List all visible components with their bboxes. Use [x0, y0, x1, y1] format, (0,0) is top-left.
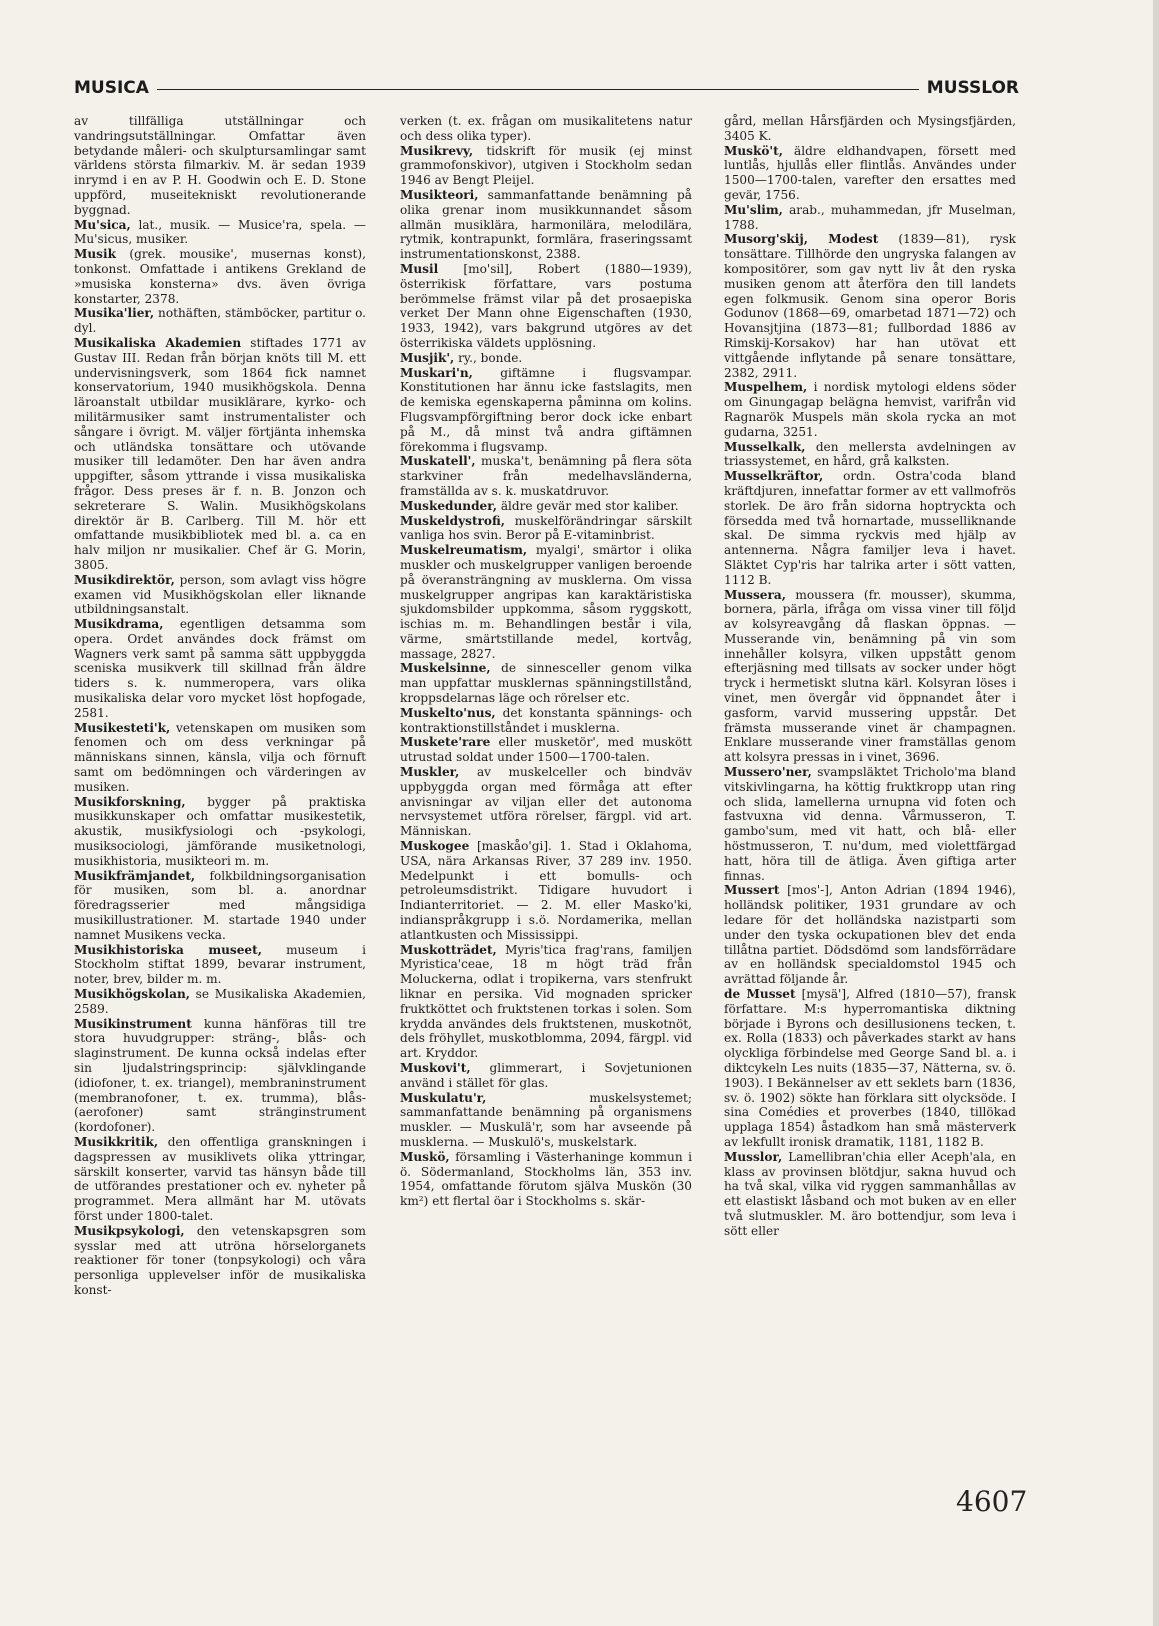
entry-headword: Muskatell', [400, 454, 476, 469]
entry-text: moussera (fr. mousser), skumma, bornera, pärla, ifråga om vissa viner till följd av kolsyreavgång då flaskan öppnas. — Musserande vin, benämning på vin som innehåller kolsyra, vilken uppstått genom efterjäsning med tillsats av socker under högt tryck i hermetiskt slutna kärl. Kolsyran löses i vinet, men övergår vid öppnandet åter i gasform, varvid mussering uppstår. Det främsta musserande vinet är champagnen. Enklare musserande viner framställas genom att kolsyra pressas in i vinet, 3696. [724, 587, 1016, 765]
entry-headword: Musikteori, [400, 187, 479, 202]
dictionary-entry [74, 306, 366, 336]
dictionary-entry [74, 617, 366, 721]
dictionary-entry [400, 262, 692, 351]
entry-headword: Musikpsykologi, [74, 1223, 185, 1238]
entry-text: den mellersta avdelningen av triassystemet, en hård, grå kalksten. [724, 439, 1016, 469]
entry-headword: Muskedunder, [400, 498, 497, 513]
entry-text: se Musikaliska Akademien, 2589. [74, 987, 366, 1016]
page-number: 4607 [956, 1485, 1028, 1518]
entry-headword: Musikhistoriska museet, [74, 942, 262, 957]
entry-headword: Musik [74, 247, 116, 262]
entry-headword: de Musset [724, 987, 796, 1002]
dictionary-entry [724, 144, 1016, 203]
entry-text: lat., musik. — Musice'ra, spela. — Mu'sicus, musiker. [74, 217, 366, 247]
entry-text: av tillfälliga utställningar och vandringsutställningar. Omfattar även betydande måleri- och skulptursamlingar samt världens största filmarkiv. M. är sedan 1939 inrymd i en av P. H. Goodwin och E. D. Stone uppförd, museitekniskt revolutionerande byggnad. [74, 114, 366, 217]
column-1 [74, 114, 366, 1298]
dictionary-entry [400, 1091, 692, 1150]
entry-text: vetenskapen om musiken som fenomen och om dess verkningar på människans sinnen, känsla, vilja och förnuft samt om bedömningen och värderingen av musiken. [74, 720, 366, 794]
entry-text: kunna hänföras till tre stora huvudgrupper: sträng-, blås- och slaginstrument. De kunna också indelas efter sin ljudalstringsprincip: självklingande (idiofoner, t. ex. triangel), membraninstrument (membranofoner, t. ex. trumma), blås- (aerofoner) samt stränginstrument (kordofoner). [74, 1016, 366, 1135]
entry-headword: Mu'slim, [724, 202, 783, 217]
entry-text: eller musketör', med muskött utrustad soldat under 1500—1700-talen. [400, 735, 692, 765]
column-2 [400, 114, 692, 1209]
entry-text: äldre eldhandvapen, försett med luntlås, hjullås eller flintlås. Användes under 1500—1700-talen, varefter den ersattes med gevär, 1756. [724, 143, 1016, 202]
entry-headword: Muskari'n, [400, 365, 473, 380]
entry-headword: Mussero'ner, [724, 765, 812, 780]
entry-text: muska't, benämning på flera söta starkviner från medelhavsländerna, framställda av s. k. muskatdruvor. [400, 454, 692, 498]
dictionary-entry [400, 1061, 692, 1091]
entry-headword: Musikinstrument [74, 1016, 192, 1031]
entry-headword: Musorg'skij, Modest [724, 232, 879, 247]
dictionary-entry [724, 232, 1016, 380]
entry-text: (grek. mousike', musernas konst), tonkonst. Omfattade i antikens Grekland de »musiska konsterna» dvs. även övriga konstarter, 2378. [74, 247, 366, 306]
header-left-word: MUSICA [74, 78, 149, 98]
entry-text: folkbildningsorganisation för musiken, som bl. a. anordnar föredragsserier med mångsidiga musikillustrationer. M. startade 1940 under namnet Musikens vecka. [74, 868, 366, 942]
entry-headword: Musselkalk, [724, 439, 806, 454]
entry-text: verken (t. ex. frågan om musikalitetens natur och dess olika typer). [400, 114, 692, 143]
dictionary-entry [400, 661, 692, 705]
entry-text: tidskrift för musik (ej minst grammofonskivor), utgiven i Stockholm sedan 1946 av Bengt Pleijel. [400, 143, 692, 188]
entry-text: muskelförändringar särskilt vanliga hos svin. Beror på E-vitaminbrist. [400, 513, 692, 543]
dictionary-entry [724, 765, 1016, 883]
entry-text: de sinnesceller genom vilka man uppfattar musklernas spänningstillstånd, kroppsdelarnas läge och rörelser etc. [400, 661, 692, 706]
column-3 [724, 114, 1016, 1239]
entry-text: i nordisk mytologi eldens söder om Ginungagap belägna hemvist, varifrån vid Ragnarök Muspels män skola rycka an mot gudarna, 3251. [724, 380, 1016, 439]
dictionary-entry [74, 114, 366, 218]
entry-text: ordn. Ostra'coda bland kräftdjuren, innefattar former av ett vallmofrös storlek. De äro från sidorna hoptryckta och försedda med två hornartade, musselliknande skal. De simma ryckvis med hjälp av antennerna. Några familjer leva i havet. Släktet Cyp'ris har talrika arter i sött vatten, 1112 B. [724, 469, 1016, 587]
dictionary-entry [400, 943, 692, 1061]
entry-text: nothäften, stämböcker, partitur o. dyl. [74, 306, 366, 336]
dictionary-entry [74, 943, 366, 987]
entry-headword: Muskelreumatism, [400, 543, 528, 558]
entry-headword: Muskete'rare [400, 735, 491, 750]
dictionary-entry [74, 573, 366, 617]
dictionary-entry [400, 1150, 692, 1209]
dictionary-entry [74, 1017, 366, 1135]
entry-headword: Musikdirektör, [74, 572, 175, 587]
entry-headword: Muskler, [400, 765, 460, 780]
dictionary-entry [400, 188, 692, 262]
entry-text: giftämne i flugsvampar. Konstitutionen har ännu icke fastslagits, men de kemiska egenskaperna påminna om kolins. Flugsvampförgiftning beror dock icke enbart på M., då minst två andra giftämnen förekomma i flugsvamp. [400, 365, 692, 454]
dictionary-entry [74, 218, 366, 248]
entry-headword: Musikrevy, [400, 143, 474, 158]
entry-text: museum i Stockholm stiftat 1899, bevarar instrument, noter, brev, bilder m. m. [74, 942, 366, 987]
entry-headword: Muskulatu'r, [400, 1090, 487, 1105]
entry-text: glimmerart, i Sovjetunionen använd i stället för glas. [400, 1061, 692, 1090]
dictionary-entry [724, 203, 1016, 233]
entry-headword: Muskelto'nus, [400, 705, 496, 720]
entry-text: stiftades 1771 av Gustav III. Redan från början knöts till M. ett undervisningsverk, som 1864 fick namnet konservatorium, 1940 musikhögskola. Denna läroanstalt utbildar musiklärare, kyrko- och militärmusiker samt instrumentalister och sångare i övrigt. M. väljer förtjänta inhemska och utländska tonsättare och utövande musiker till ledamöter. Den har även andra uppgifter, såsom yttrande i vissa musikaliska frågor. Dess preses är f. n. B. Jonzon och sekreterare S. Walin. Musikhögskolans direktör är B. Carlberg. Till M. hör ett omfattande musikbibliotek med bl. a. ca en halv miljon nr musikalier. Chef är G. Morin, 3805. [74, 335, 366, 572]
entry-headword: Musikhögskolan, [74, 987, 190, 1002]
entry-text: [mo'sil], Robert (1880—1939), österrikisk författare, vars postuma berömmelse främst vilar på det prosaepiska verket Der Mann ohne Eigenschaften (1930, 1933, 1942), vars bakgrund utgöres av det österrikiska väldets upplösning. [400, 261, 692, 350]
entry-headword: Musikaliska Akademien [74, 335, 242, 350]
entry-text: gård, mellan Hårsfjärden och Mysingsfjärden, 3405 K. [724, 114, 1016, 143]
entry-headword: Muskotträdet, [400, 942, 497, 957]
dictionary-entry [724, 883, 1016, 987]
dictionary-entry [400, 454, 692, 498]
entry-headword: Musselkräftor, [724, 469, 824, 484]
dictionary-entry [400, 114, 692, 144]
entry-text: det konstanta spännings- och kontraktionstillståndet i musklerna. [400, 705, 692, 735]
entry-headword: Musikkritik, [74, 1134, 159, 1149]
entry-text: bygger på praktiska musikkunskaper och omfattar musikestetik, akustik, musikfysiologi och -psykologi, musiksociologi, jämförande musiketnologi, musikhistoria, musikteori m. m. [74, 794, 366, 868]
entry-headword: Mussera, [724, 587, 786, 602]
entry-headword: Musikforskning, [74, 794, 186, 809]
dictionary-entry [400, 366, 692, 455]
dictionary-entry [74, 795, 366, 869]
entry-text: sammanfattande benämning på olika grenar inom musikkunnandet såsom allmän musiklära, harmonilära, melodilära, rytmik, kontrapunkt, formlära, fraseringssamt instrumentationskonst, 2388. [400, 187, 692, 262]
entry-headword: Mu'sica, [74, 217, 131, 232]
entry-headword: Musslor, [724, 1149, 783, 1164]
entry-headword: Musikesteti'k, [74, 720, 171, 735]
entry-text: av muskelceller och bindväv uppbyggda organ med förmåga att efter anvisningar av viljan eller det autonoma nervsystemet utföra rörelser, färgpl. vid art. Människan. [400, 765, 692, 839]
dictionary-entry [400, 543, 692, 661]
entry-text: församling i Västerhaninge kommun i ö. Södermanland, Stockholms län, 353 inv. 1954, omfattande förutom själva Muskön (30 km²) ett flertal öar i Stockholms s. skär- [400, 1149, 692, 1209]
entry-headword: Muskö't, [724, 143, 783, 158]
dictionary-entry [74, 1224, 366, 1298]
entry-headword: Musikdrama, [74, 617, 164, 632]
dictionary-entry [400, 706, 692, 736]
entry-headword: Muskogee [400, 839, 470, 854]
header-rule [157, 89, 919, 90]
entry-text: den vetenskapsgren som sysslar med att utröna hörselorganets reaktioner för toner (tonpsykologi) och våra personliga upplevelser inför de musikaliska konst- [74, 1223, 366, 1297]
entry-text: Myris'tica frag'rans, familjen Myristica'ceae, 18 m högt träd från Moluckerna, odlat i tropikerna, vars stenfrukt liknar en persika. Vid mognaden spricker fruktköttet och fruktstenen torkas i solen. Som krydda användes dels fruktstenen, muskotnöt, dels fröhyllet, muskotblomma, 2094, färgpl. vid art. Kryddor. [400, 942, 692, 1061]
dictionary-entry [724, 469, 1016, 587]
dictionary-entry [724, 380, 1016, 439]
entry-headword: Musikfrämjandet, [74, 868, 196, 883]
entry-text: Lamellibran'chia eller Aceph'ala, en klass av provinsen blötdjur, sakna huvud och ha två skal, vilka vid ryggen sammanhållas av ett elastiskt låsband och mot buken av en eller två slutmuskler. M. äro bottendjur, som leva i sött eller [724, 1149, 1016, 1238]
dictionary-entry [400, 839, 692, 943]
running-header [74, 76, 1019, 100]
page-edge [1153, 0, 1159, 1626]
dictionary-entry [74, 869, 366, 943]
entry-text: den offentliga granskningen i dagspressen av musiklivets olika yttringar, särskilt konserter, varvid tas hänsyn både till de utförandes prestationer och ev. nyheter på programmet. Mera allmänt har M. utövats först under 1800-talet. [74, 1134, 366, 1223]
dictionary-entry [400, 144, 692, 188]
entry-text: egentligen detsamma som opera. Ordet användes dock främst om Wagners verk samt på samma sätt uppbyggda sceniska musikverk till skillnad från äldre tiders s. k. nummeropera, vars olika musikaliska delar voro mycket löst hopfogade, 2581. [74, 617, 366, 720]
dictionary-entry [74, 721, 366, 795]
dictionary-entry [74, 336, 366, 573]
entry-text: myalgi', smärtor i olika muskler och muskelgrupper vanligen beroende på överansträngning av musklerna. Om vissa muskelgrupper angripas kan karaktäristiska sjukdomsbilder uppkomma, såsom ryggskott, ischias m. m. Behandlingen består i vila, värme, smärtstillande medel, kortvåg, massage, 2827. [400, 543, 692, 661]
dictionary-entry [724, 114, 1016, 144]
dictionary-entry [74, 1135, 366, 1224]
entry-headword: Musika'lier, [74, 306, 155, 321]
dictionary-entry [74, 987, 366, 1017]
entry-text: [mysä'], Alfred (1810—57), fransk författare. M:s hyperromantiska diktning började i Byrons och desillusionens tecken, t. ex. Rolla (1833) och påverkades starkt av hans olyckliga förbindelse med George Sand bl. a. i diktcykeln Les nuits (1835—37, Nätterna, sv. ö. 1903). I Bekännelser av ett seklets barn (1836, sv. ö. 1902) sökte han förklara sitt olycksöde. I sina Comédies et proverbes (1840, tillökad upplaga 1854) åstadkom han små mästerverk av lekfullt ironisk dramatik, 1181, 1182 B. [724, 987, 1016, 1149]
dictionary-entry [74, 247, 366, 306]
entry-text: [maskåo'gi]. 1. Stad i Oklahoma, USA, nära Arkansas River, 37 289 inv. 1950. Medelpunkt i ett bomulls- och petroleumsdistrikt. Tidigare huvudort i Indianterritoriet. — 2. M. eller Masko'ki, indianspråkgrupp i s.ö. Nordamerika, mellan atlantkusten och Mississippi. [400, 839, 692, 942]
entry-text: arab., muhammedan, jfr Muselman, 1788. [724, 202, 1016, 232]
entry-headword: Muskeldystrofi, [400, 513, 505, 528]
dictionary-entry [400, 514, 692, 544]
entry-headword: Musjik', [400, 350, 455, 365]
entry-text: äldre gevär med stor kaliber. [500, 498, 679, 513]
entry-text: ry., bonde. [458, 350, 523, 365]
entry-headword: Muskovi't, [400, 1061, 471, 1075]
entry-text: (1839—81), rysk tonsättare. Tillhörde den ungryska falangen av kompositörer, som gav nytt liv åt den ryska musiken genom att återföra den till landets egen folkmusik. Genom sina operor Boris Godunov (1868—69, omarbetad 1871—72) och Hovansjtjina (1873—81; fullbordad 1886 av Rimskij-Korsakov) har han utövat ett vittgående inflytande på senare tonsättare, 2382, 2911. [724, 232, 1016, 380]
entry-text: muskelsystemet; sammanfattande benämning på organismens muskler. — Muskulä'r, som har avseende på musklerna. — Muskulö's, muskelstark. [400, 1090, 692, 1149]
dictionary-entry [724, 588, 1016, 766]
entry-headword: Musil [400, 261, 439, 276]
dictionary-entry [400, 735, 692, 765]
entry-headword: Muskö, [400, 1149, 450, 1164]
dictionary-entry [724, 440, 1016, 470]
dictionary-entry [400, 765, 692, 839]
dictionary-entry [400, 499, 692, 514]
dictionary-entry [724, 987, 1016, 1150]
entry-headword: Mussert [724, 883, 780, 898]
entry-text: [mos'-], Anton Adrian (1894 1946), holländsk politiker, 1931 grundare av och ledare för det holländska nazistparti som under den tyska ockupationen blev det enda tillåtna partiet. Dödsdömd som landsförrädare av en holländsk specialdomstol 1945 och avrättad följande år. [724, 883, 1016, 987]
entry-headword: Muskelsinne, [400, 661, 491, 676]
dictionary-entry [724, 1150, 1016, 1239]
dictionary-entry [400, 351, 692, 366]
entry-text: person, som avlagt viss högre examen vid Musikhögskolan eller liknande utbildningsanstalt. [74, 572, 366, 617]
header-right-word: MUSSLOR [926, 78, 1019, 98]
entry-headword: Muspelhem, [724, 380, 808, 395]
entry-text: svampsläktet Tricholo'ma bland vitskivlingarna, ha köttig fruktkropp utan ring och slida, lamellerna urnupna vid foten och fastvuxna vid denna. Vårmusseron, T. gambo'sum, med vit hatt, och blå- eller höstmusseron, T. nu'dum, med violettfärgad hatt, höra till de ätliga. Även giftiga arter finnas. [724, 765, 1016, 883]
